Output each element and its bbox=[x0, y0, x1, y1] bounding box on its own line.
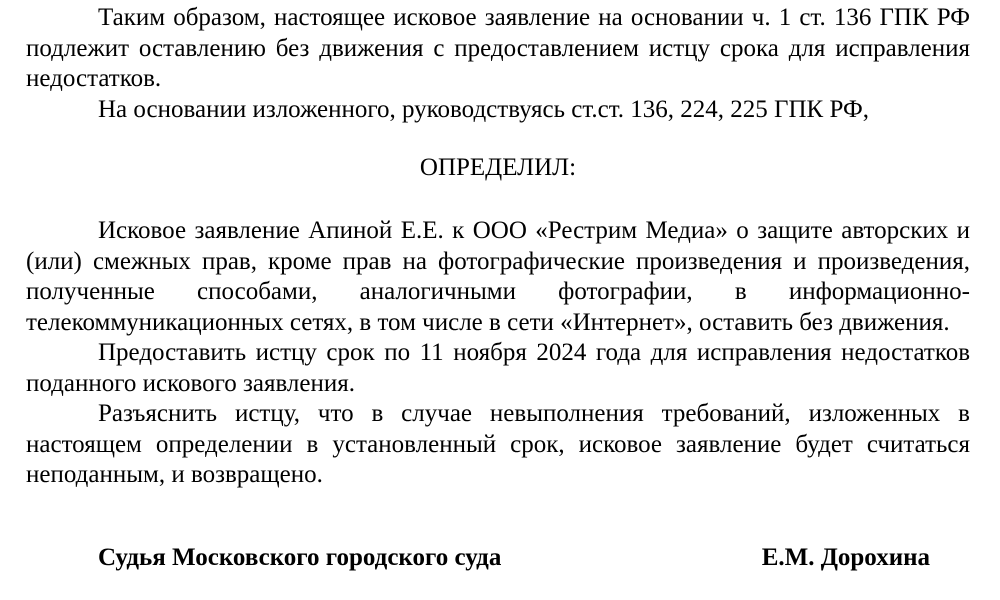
signature-block bbox=[26, 543, 930, 573]
signature-name: Е.М. Дорохина bbox=[761, 544, 930, 571]
paragraph-legal-basis: На основании изложенного, руководствуясь ст.ст. 136, 224, 225 ГПК РФ, bbox=[98, 95, 869, 123]
paragraph-conclusion: Таким образом, настоящее исковое заявление на основании ч. 1 ст. 136 ГПК РФ подлежит оставлению без движения с предоставлением истцу срока для исправления недостатков. bbox=[26, 4, 970, 92]
signature-position: Судья Московского городского суда bbox=[98, 544, 502, 571]
ruling-heading: ОПРЕДЕЛИЛ: bbox=[419, 154, 577, 181]
paragraph-ruling-deadline: Предоставить истцу срок по 11 ноября 2024 года для исправления недостатков поданного искового заявления. bbox=[26, 339, 970, 397]
paragraph-ruling-explanation: Разъяснить истцу, что в случае невыполнения требований, изложенных в настоящем определении в установленный срок, исковое заявление будет считаться неподанным, и возвращено. bbox=[26, 400, 970, 488]
paragraph-ruling-claim: Исковое заявление Апиной Е.Е. к ООО «Рестрим Медиа» о защите авторских и (или) смежных прав, кроме прав на фотографические произведения и произведения, полученные способами, аналогичными фотографии, в информационно-телекоммуникационных сетях, в том числе в сети «Интернет», оставить без движения. bbox=[26, 217, 970, 336]
document-body bbox=[26, 0, 970, 491]
